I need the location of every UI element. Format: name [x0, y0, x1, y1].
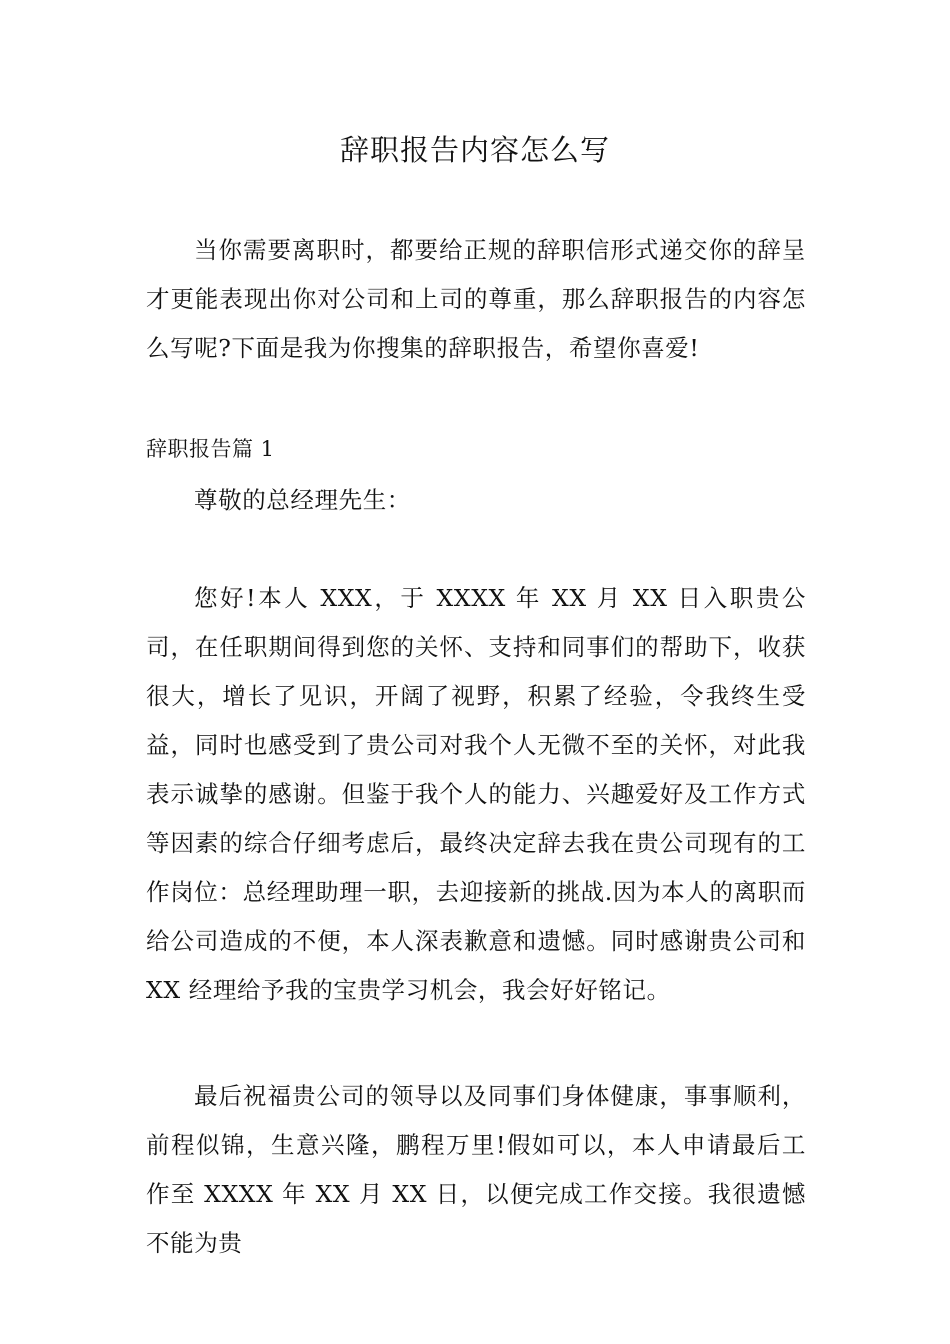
- section-heading: 辞职报告篇 1: [146, 437, 275, 461]
- intro-paragraph: 当你需要离职时，都要给正规的辞职信形式递交你的辞呈才更能表现出你对公司和上司的尊重，那么辞职报告的内容怎么写呢?下面是我为你搜集的辞职报告，希望你喜爱!: [146, 236, 806, 362]
- salutation: 尊敬的总经理先生：: [194, 486, 411, 514]
- document-title: 辞职报告内容怎么写: [339, 133, 610, 167]
- body-paragraph-2: 最后祝福贵公司的领导以及同事们身体健康，事事顺利，前程似锦，生意兴隆，鹏程万里!假如可以，本人申请最后工作至 XXXX 年 XX 月 XX 日，以便完成工作交接。我很遗憾不能为贵: [146, 1082, 806, 1257]
- body-paragraph-1: 您好!本人 XXX，于 XXXX 年 XX 月 XX 日入职贵公司，在任职期间得到您的关怀、支持和同事们的帮助下，收获很大，增长了见识，开阔了视野，积累了经验，令我终生受益，同时也感受到了贵公司对我个人无微不至的关怀，对此我表示诚挚的感谢。但鉴于我个人的能力、兴趣爱好及工作方式等因素的综合仔细考虑后，最终决定辞去我在贵公司现有的工作岗位：总经理助理一职，去迎接新的挑战.因为本人的离职而给公司造成的不便，本人深表歉意和遗憾。同时感谢贵公司和 XX 经理给予我的宝贵学习机会，我会好好铭记。: [146, 584, 806, 1004]
